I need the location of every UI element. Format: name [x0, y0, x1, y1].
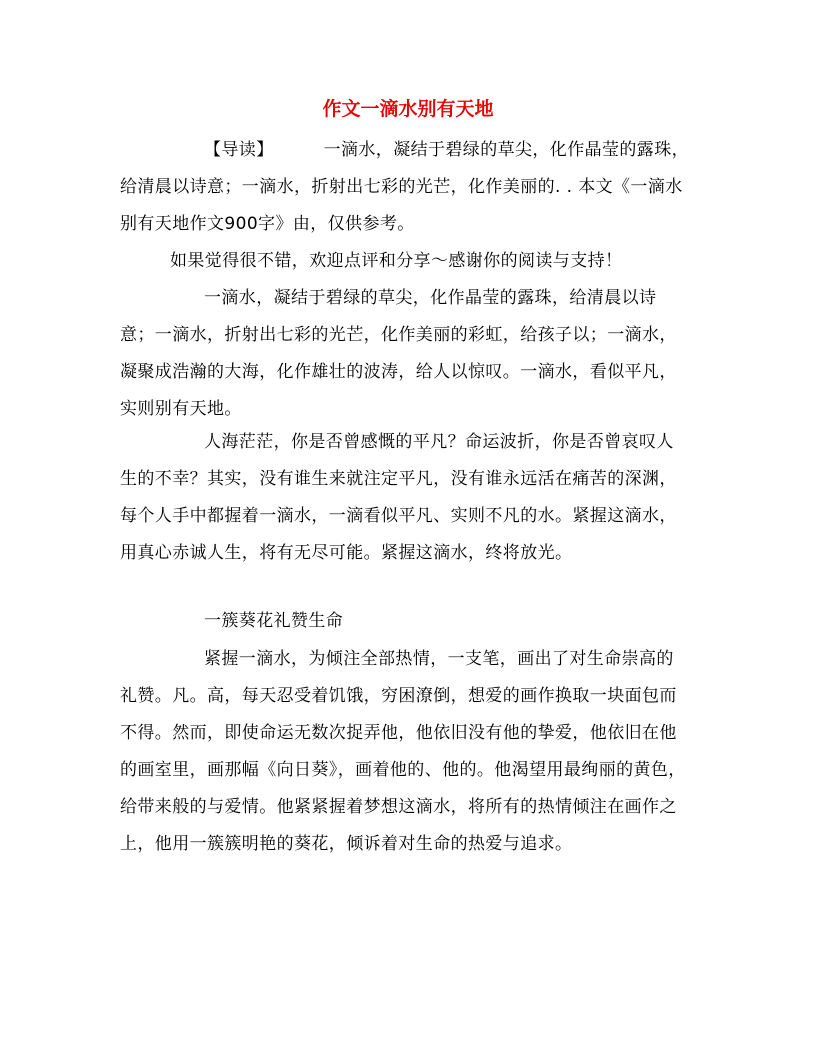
intro-text: 一滴水，凝结于碧绿的草尖，化作晶莹的露珠，给清晨以诗意；一滴水，折射出七彩的光芒，化作美丽的. . 本文《一滴水别有天地作文900字》由，仅供参考。 [120, 140, 690, 234]
body-paragraph-3 [120, 641, 690, 863]
share-line: 如果觉得很不错，欢迎点评和分享～感谢你的阅读与支持！ [170, 251, 623, 271]
intro-paragraph [120, 132, 690, 243]
body-paragraph-1 [120, 280, 690, 428]
paragraph-1-text: 一滴水，凝结于碧绿的草尖，化作晶莹的露珠，给清晨以诗意；一滴水，折射出七彩的光芒，化作美丽的彩虹，给孩子以；一滴水，凝聚成浩瀚的大海，化作雄壮的波涛，给人以惊叹。一滴水，看似平凡，实则别有天地。 [120, 288, 677, 419]
document-title: 作文一滴水别有天地 [322, 98, 494, 120]
paragraph-3-text: 紧握一滴水，为倾注全部热情，一支笔，画出了对生命崇高的礼赞。凡。高，每天忍受着饥饿，穷困潦倒，想爱的画作换取一块面包而不得。然而，即使命运无数次捉弄他，他依旧没有他的挚爱，他依旧在他的画室里，画那幅《向日葵》，画着他的、他的。他渴望用最绚丽的黄色，给带来般的与爱情。他紧紧握着梦想这滴水，将所有的热情倾注在画作之上，他用一簇簇明艳的葵花，倾诉着对生命的热爱与追求。 [120, 649, 686, 854]
paragraph-2-text: 人海茫茫，你是否曾感慨的平凡？命运波折，你是否曾哀叹人生的不幸？其实，没有谁生来就注定平凡，没有谁永远活在痛苦的深渊，每个人手中都握着一滴水，一滴看似平凡、实则不凡的水。紧握这滴水，用真心赤诚人生，将有无尽可能。紧握这滴水，终将放光。 [120, 432, 677, 563]
body-paragraph-2 [120, 424, 690, 572]
section-heading: 一簇葵花礼赞生命 [204, 611, 344, 631]
intro-label: 【导读】 [204, 140, 274, 160]
